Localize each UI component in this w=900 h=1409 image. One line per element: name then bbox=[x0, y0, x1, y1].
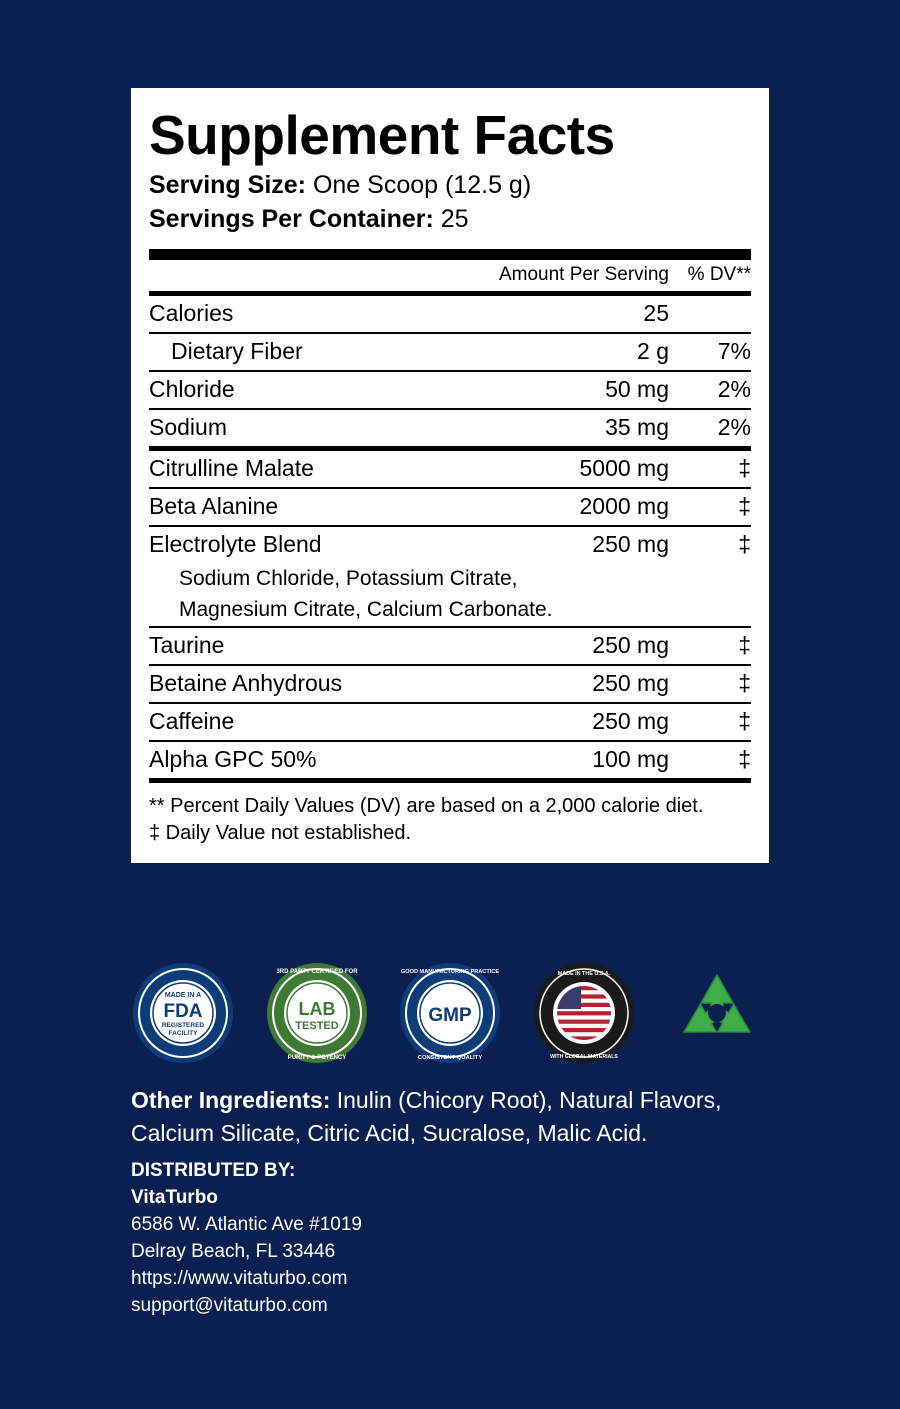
row-dv: ‡ bbox=[673, 703, 751, 741]
supplement-facts-panel bbox=[131, 88, 769, 863]
svg-text:REGISTERED: REGISTERED bbox=[161, 1022, 205, 1029]
nutrition-table-core bbox=[149, 296, 751, 446]
svg-text:GMP: GMP bbox=[428, 1005, 472, 1026]
svg-text:FDA: FDA bbox=[163, 1001, 203, 1022]
certification-badges bbox=[131, 958, 769, 1068]
row-amount: 50 mg bbox=[512, 371, 673, 409]
row-dv: ‡ bbox=[673, 665, 751, 703]
table-row bbox=[149, 488, 751, 526]
blend-detail-row-1 bbox=[149, 563, 751, 595]
other-ingredients bbox=[131, 1084, 791, 1151]
row-name: Betaine Anhydrous bbox=[149, 665, 502, 703]
table-row bbox=[149, 526, 751, 563]
servings-per-container-line bbox=[149, 203, 751, 237]
footnote-daily-value: ** Percent Daily Values (DV) are based on a 2,000 calorie diet. bbox=[149, 794, 704, 817]
footnote-dagger: ‡ Daily Value not established. bbox=[149, 821, 412, 844]
svg-text:CONSISTENT QUALITY: CONSISTENT QUALITY bbox=[417, 1055, 483, 1061]
serving-size-value: One Scoop (12.5 g) bbox=[312, 171, 532, 199]
row-dv bbox=[673, 296, 751, 333]
row-dv: 7% bbox=[673, 333, 751, 371]
gmp-icon bbox=[398, 961, 502, 1065]
recycle-icon bbox=[665, 961, 769, 1065]
row-name: Citrulline Malate bbox=[149, 451, 502, 488]
blend-detail-line-2: Magnesium Citrate, Calcium Carbonate. bbox=[149, 594, 751, 627]
distributor-address-line-1: 6586 W. Atlantic Ave #1019 bbox=[131, 1213, 362, 1235]
distributor-block bbox=[131, 1158, 631, 1320]
svg-text:MADE IN THE U.S.A.: MADE IN THE U.S.A. bbox=[557, 971, 610, 977]
svg-text:MADE IN A: MADE IN A bbox=[164, 992, 202, 999]
lab-tested-icon bbox=[265, 961, 369, 1065]
row-amount: 250 mg bbox=[502, 703, 673, 741]
header-amount-per-serving: Amount Per Serving bbox=[498, 263, 669, 285]
row-name: Calories bbox=[149, 296, 512, 333]
distributor-website[interactable]: https://www.vitaturbo.com bbox=[131, 1267, 348, 1289]
row-dv: ‡ bbox=[673, 627, 751, 665]
svg-text:PURITY & POTENCY: PURITY & POTENCY bbox=[287, 1055, 346, 1061]
table-row bbox=[149, 665, 751, 703]
divider-thick-top bbox=[149, 249, 751, 260]
row-name: Dietary Fiber bbox=[149, 333, 512, 371]
table-row bbox=[149, 451, 751, 488]
row-amount: 250 mg bbox=[592, 530, 669, 557]
made-in-usa-icon bbox=[532, 961, 636, 1065]
distributed-by-heading: DISTRIBUTED BY: bbox=[131, 1160, 296, 1181]
row-amount: 35 mg bbox=[605, 413, 669, 440]
row-name: Chloride bbox=[149, 371, 512, 409]
row-dv: ‡ bbox=[738, 745, 751, 772]
row-name: Alpha GPC 50% bbox=[149, 745, 317, 772]
row-name: Taurine bbox=[149, 627, 502, 665]
row-amount: 25 bbox=[512, 296, 673, 333]
row-name: Electrolyte Blend bbox=[149, 530, 322, 557]
serving-size-label: Serving Size: bbox=[149, 171, 306, 199]
other-ingredients-text-1: Inulin (Chicory Root), Natural Flavors, bbox=[330, 1087, 722, 1113]
fda-registered-facility-icon bbox=[131, 961, 235, 1065]
row-name: Caffeine bbox=[149, 703, 502, 741]
panel-title: Supplement Facts bbox=[149, 104, 615, 166]
distributor-address-line-2: Delray Beach, FL 33446 bbox=[131, 1240, 336, 1262]
distributor-name: VitaTurbo bbox=[131, 1186, 218, 1208]
other-ingredients-line-2: Calcium Silicate, Citric Acid, Sucralose, Malic Acid. bbox=[131, 1120, 648, 1147]
table-row bbox=[149, 703, 751, 741]
servings-per-container-value: 25 bbox=[440, 204, 469, 233]
table-row bbox=[149, 333, 751, 371]
table-row bbox=[149, 627, 751, 665]
row-amount: 2000 mg bbox=[502, 488, 673, 526]
distributor-email[interactable]: support@vitaturbo.com bbox=[131, 1294, 328, 1316]
other-ingredients-label: Other Ingredients: bbox=[131, 1087, 331, 1113]
row-amount: 5000 mg bbox=[502, 451, 673, 488]
svg-text:WITH GLOBAL MATERIALS: WITH GLOBAL MATERIALS bbox=[549, 1054, 618, 1060]
svg-text:FACILITY: FACILITY bbox=[168, 1030, 198, 1037]
table-row bbox=[149, 296, 751, 333]
table-row bbox=[149, 371, 751, 409]
blend-detail-line-1: Sodium Chloride, Potassium Citrate, bbox=[179, 566, 518, 590]
row-dv: ‡ bbox=[673, 488, 751, 526]
row-dv: ‡ bbox=[673, 451, 751, 488]
footnotes bbox=[149, 783, 751, 847]
svg-text:TESTED: TESTED bbox=[294, 1020, 339, 1032]
svg-text:3RD PARTY CERTIFIED FOR: 3RD PARTY CERTIFIED FOR bbox=[275, 969, 358, 975]
other-ingredients-line-1 bbox=[131, 1084, 791, 1117]
svg-text:LAB: LAB bbox=[298, 999, 335, 1019]
table-row bbox=[149, 409, 751, 446]
nutrition-table bbox=[149, 260, 751, 291]
row-amount: 100 mg bbox=[592, 745, 669, 772]
servings-per-container-label: Servings Per Container: bbox=[149, 204, 434, 233]
blend-detail-row-2 bbox=[149, 594, 751, 627]
row-dv: 2% bbox=[717, 413, 751, 440]
row-name: Sodium bbox=[149, 413, 227, 440]
row-amount: 2 g bbox=[512, 333, 673, 371]
header-percent-dv: % DV** bbox=[687, 263, 751, 285]
table-header-row bbox=[149, 260, 751, 291]
nutrition-table-actives bbox=[149, 451, 751, 778]
row-name: Beta Alanine bbox=[149, 488, 502, 526]
svg-text:GOOD MANUFACTURING PRACTICE: GOOD MANUFACTURING PRACTICE bbox=[400, 969, 500, 975]
row-dv: 2% bbox=[673, 371, 751, 409]
table-row bbox=[149, 741, 751, 778]
row-amount: 250 mg bbox=[502, 627, 673, 665]
serving-size-line bbox=[149, 169, 751, 203]
row-amount: 250 mg bbox=[502, 665, 673, 703]
row-dv: ‡ bbox=[738, 530, 751, 557]
